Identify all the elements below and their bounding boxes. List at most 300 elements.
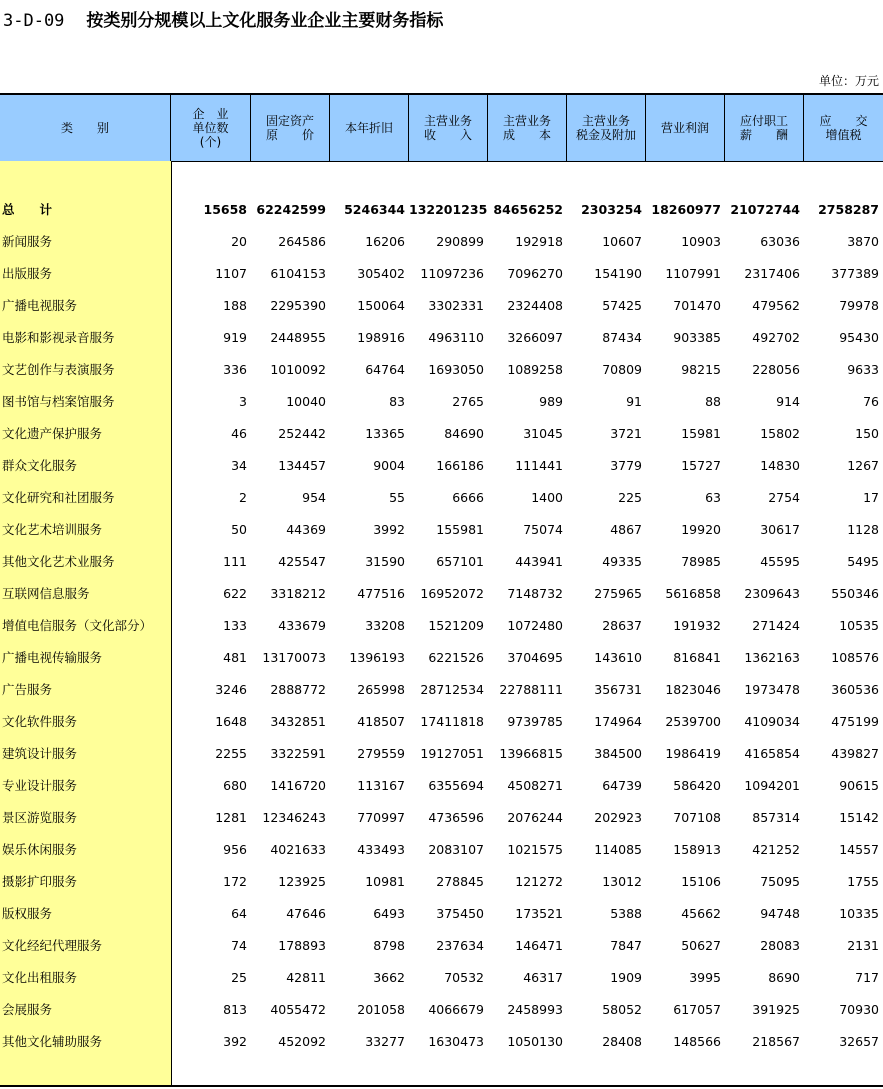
table-cell: 2295390 [270,298,326,313]
table-cell: 62242599 [256,202,326,217]
table-cell: 4165854 [744,746,800,761]
table-cell: 3992 [373,522,405,537]
row-label: 娱乐休闲服务 [2,842,78,857]
table-row [0,553,883,585]
table-cell: 111441 [515,458,563,473]
table-cell: 178893 [278,938,326,953]
table-row [0,873,883,905]
table-cell: 123925 [278,874,326,889]
table-cell: 2458993 [507,1002,563,1017]
table-cell: 384500 [594,746,642,761]
table-row [0,521,883,553]
table-row [0,233,883,265]
column-header-label: 主营业务 成 本 [502,114,551,142]
table-cell: 13012 [602,874,642,889]
table-title: 按类别分规模以上文化服务业企业主要财务指标 [86,11,444,31]
table-cell: 198916 [357,330,405,345]
table-cell: 8690 [768,970,800,985]
table-cell: 64 [231,906,247,921]
table-cell: 492702 [752,330,800,345]
column-header [409,95,488,161]
row-label: 新闻服务 [2,234,53,249]
table-cell: 770997 [357,810,405,825]
table-cell: 31590 [365,554,405,569]
table-cell: 218567 [752,1034,800,1049]
row-label: 其他文化辅助服务 [2,1034,103,1049]
table-cell: 586420 [673,778,721,793]
column-header-label: 企 业 单位数 (个) [192,107,229,149]
table-cell: 4066679 [428,1002,484,1017]
table-cell: 5388 [610,906,642,921]
table-cell: 305402 [357,266,405,281]
table-cell: 1267 [847,458,879,473]
table-cell: 172 [223,874,247,889]
table-cell: 919 [223,330,247,345]
table-cell: 15727 [681,458,721,473]
table-cell: 84690 [444,426,484,441]
table-row [0,329,883,361]
row-label: 专业设计服务 [2,778,78,793]
table-cell: 956 [223,842,247,857]
table-cell: 4021633 [270,842,326,857]
table-cell: 17411818 [420,714,484,729]
table-cell: 28083 [760,938,800,953]
table-row [0,681,883,713]
table-cell: 202923 [594,810,642,825]
table-cell: 290899 [436,234,484,249]
table-cell: 2324408 [507,298,563,313]
table-cell: 1648 [215,714,247,729]
table-cell: 46317 [523,970,563,985]
table-cell: 264586 [278,234,326,249]
table-cell: 481 [223,650,247,665]
table-row [0,841,883,873]
row-label: 电影和影视录音服务 [2,330,115,345]
table-cell: 47646 [286,906,326,921]
row-label: 摄影扩印服务 [2,874,78,889]
table-cell: 6666 [452,490,484,505]
table-cell: 2539700 [665,714,721,729]
table-cell: 2131 [847,938,879,953]
table-cell: 10607 [602,234,642,249]
table-cell: 74 [231,938,247,953]
table-cell: 2303254 [581,202,642,217]
table-cell: 55 [389,490,405,505]
table-cell: 9633 [847,362,879,377]
table-row [0,937,883,969]
table-cell: 3995 [689,970,721,985]
column-header-label: 固定资产 原 价 [265,114,314,142]
table-cell: 2083107 [428,842,484,857]
table-cell: 336 [223,362,247,377]
table-cell: 63 [705,490,721,505]
table-cell: 28637 [602,618,642,633]
table-cell: 28408 [602,1034,642,1049]
column-header-label: 主营业务 税金及附加 [575,114,636,142]
table-cell: 121272 [515,874,563,889]
table-cell: 225 [618,490,642,505]
table-cell: 1281 [215,810,247,825]
table-cell: 1050130 [507,1034,563,1049]
table-row [0,969,883,1001]
column-header-label: 应付职工 薪 酬 [739,114,788,142]
table-cell: 2317406 [744,266,800,281]
row-label: 其他文化艺术业服务 [2,554,115,569]
table-cell: 75074 [523,522,563,537]
table-cell: 64739 [602,778,642,793]
table-cell: 7148732 [507,586,563,601]
table-cell: 9739785 [507,714,563,729]
table-cell: 173521 [515,906,563,921]
column-header-label: 主营业务 收 入 [423,114,472,142]
column-header [804,95,883,161]
table-cell: 98215 [681,362,721,377]
table-cell: 20 [231,234,247,249]
table-cell: 201058 [357,1002,405,1017]
table-cell: 2754 [768,490,800,505]
table-cell: 57425 [602,298,642,313]
table-cell: 278845 [436,874,484,889]
table-cell: 42811 [286,970,326,985]
table-cell: 3779 [610,458,642,473]
table-cell: 425547 [278,554,326,569]
table-cell: 3662 [373,970,405,985]
table-cell: 4867 [610,522,642,537]
table-cell: 150064 [357,298,405,313]
row-label: 文化软件服务 [2,714,78,729]
table-cell: 15802 [760,426,800,441]
table-cell: 680 [223,778,247,793]
table-cell: 237634 [436,938,484,953]
table-cell: 46 [231,426,247,441]
table-cell: 13966815 [499,746,563,761]
table-cell: 95430 [839,330,879,345]
table-cell: 433493 [357,842,405,857]
table-cell: 3302331 [428,298,484,313]
table-cell: 45662 [681,906,721,921]
table-cell: 1823046 [665,682,721,697]
column-header [251,95,330,161]
table-cell: 3432851 [270,714,326,729]
column-header [0,95,171,161]
table-cell: 155981 [436,522,484,537]
table-cell: 228056 [752,362,800,377]
table-cell: 1021575 [507,842,563,857]
table-cell: 1107 [215,266,247,281]
row-label: 总 计 [2,202,53,217]
table-cell: 3870 [847,234,879,249]
table-cell: 10981 [365,874,405,889]
table-cell: 5616858 [665,586,721,601]
table-cell: 45595 [760,554,800,569]
table-cell: 617057 [673,1002,721,1017]
table-cell: 150 [855,426,879,441]
table-row [0,393,883,425]
table-cell: 9004 [373,458,405,473]
table-cell: 22788111 [499,682,563,697]
table-cell: 30617 [760,522,800,537]
table-cell: 252442 [278,426,326,441]
column-header [725,95,804,161]
table-cell: 174964 [594,714,642,729]
row-label: 版权服务 [2,906,53,921]
table-cell: 2076244 [507,810,563,825]
column-header [330,95,409,161]
table-cell: 5246344 [344,202,405,217]
table-cell: 16206 [365,234,405,249]
table-cell: 657101 [436,554,484,569]
table-header [0,95,883,162]
table-cell: 4055472 [270,1002,326,1017]
table-cell: 6355694 [428,778,484,793]
table-cell: 954 [302,490,326,505]
table-cell: 44369 [286,522,326,537]
table-cell: 146471 [515,938,563,953]
table-cell: 134457 [278,458,326,473]
table-cell: 3704695 [507,650,563,665]
table-row [0,777,883,809]
table-cell: 18260977 [651,202,721,217]
row-label: 建筑设计服务 [2,746,78,761]
table-cell: 1693050 [428,362,484,377]
table-cell: 421252 [752,842,800,857]
table-cell: 2 [239,490,247,505]
table-cell: 391925 [752,1002,800,1017]
table-cell: 166186 [436,458,484,473]
table-cell: 88 [705,394,721,409]
table-cell: 32657 [839,1034,879,1049]
table-cell: 63036 [760,234,800,249]
table-body [0,201,883,1065]
table-cell: 191932 [673,618,721,633]
table-cell: 132201235 [409,202,488,217]
table-cell: 75095 [760,874,800,889]
table-row [0,585,883,617]
table-cell: 1400 [531,490,563,505]
table-cell: 275965 [594,586,642,601]
table-cell: 10903 [681,234,721,249]
table-cell: 6221526 [428,650,484,665]
table-cell: 1521209 [428,618,484,633]
row-label: 文化经纪代理服务 [2,938,103,953]
table-cell: 701470 [673,298,721,313]
table-cell: 3 [239,394,247,409]
unit-label: 单位：万元 [818,74,879,88]
table-cell: 1362163 [744,650,800,665]
table-row [0,809,883,841]
table-cell: 1986419 [665,746,721,761]
column-header-label: 应 交 增值税 [819,114,868,142]
column-header [646,95,725,161]
table-cell: 1089258 [507,362,563,377]
table-cell: 58052 [602,1002,642,1017]
row-label: 图书馆与档案馆服务 [2,394,115,409]
table-cell: 443941 [515,554,563,569]
table-cell: 13170073 [262,650,326,665]
row-label: 会展服务 [2,1002,53,1017]
bottom-rule [0,1085,883,1087]
table-cell: 7096270 [507,266,563,281]
table-cell: 4508271 [507,778,563,793]
table-cell: 475199 [831,714,879,729]
table-cell: 1107991 [665,266,721,281]
row-label: 广告服务 [2,682,53,697]
table-row [0,265,883,297]
table-cell: 17 [863,490,879,505]
table-cell: 622 [223,586,247,601]
table-cell: 114085 [594,842,642,857]
table-cell: 3721 [610,426,642,441]
table-cell: 192918 [515,234,563,249]
table-cell: 8798 [373,938,405,953]
column-header [171,95,251,161]
column-header [488,95,567,161]
table-cell: 84656252 [493,202,563,217]
table-cell: 452092 [278,1034,326,1049]
table-cell: 265998 [357,682,405,697]
table-cell: 15106 [681,874,721,889]
table-cell: 108576 [831,650,879,665]
table-cell: 989 [539,394,563,409]
table-cell: 50627 [681,938,721,953]
table-cell: 477516 [357,586,405,601]
table-cell: 90615 [839,778,879,793]
table-cell: 10535 [839,618,879,633]
table-cell: 550346 [831,586,879,601]
table-cell: 158913 [673,842,721,857]
table-cell: 113167 [357,778,405,793]
row-label: 群众文化服务 [2,458,78,473]
table-cell: 5495 [847,554,879,569]
table-row [0,745,883,777]
table-cell: 479562 [752,298,800,313]
table-cell: 377389 [831,266,879,281]
table-cell: 4109034 [744,714,800,729]
table-cell: 3318212 [270,586,326,601]
table-cell: 903385 [673,330,721,345]
table-cell: 1909 [610,970,642,985]
table-cell: 16952072 [420,586,484,601]
table-cell: 28712534 [420,682,484,697]
table-cell: 439827 [831,746,879,761]
table-cell: 33208 [365,618,405,633]
table-cell: 392 [223,1034,247,1049]
table-cell: 1416720 [270,778,326,793]
table-cell: 49335 [602,554,642,569]
table-cell: 2888772 [270,682,326,697]
table-cell: 3246 [215,682,247,697]
table-cell: 1396193 [349,650,405,665]
row-label: 增值电信服务（文化部分） [2,618,153,633]
table-cell: 1973478 [744,682,800,697]
row-label: 互联网信息服务 [2,586,90,601]
table-cell: 418507 [357,714,405,729]
table-cell: 12346243 [262,810,326,825]
table-cell: 356731 [594,682,642,697]
table-row [0,1001,883,1033]
table-cell: 188 [223,298,247,313]
column-header [567,95,646,161]
table-cell: 10335 [839,906,879,921]
table-cell: 816841 [673,650,721,665]
row-label: 广播电视传输服务 [2,650,103,665]
table-cell: 91 [626,394,642,409]
table-cell: 13365 [365,426,405,441]
column-header-label: 类 别 [60,121,109,135]
table-cell: 6493 [373,906,405,921]
table-row [0,649,883,681]
table-id: 3-D-09 [3,11,65,31]
table-cell: 76 [863,394,879,409]
table-cell: 2448955 [270,330,326,345]
table-cell: 4963110 [428,330,484,345]
table-row [0,1033,883,1065]
table-cell: 2255 [215,746,247,761]
row-label: 文化出租服务 [2,970,78,985]
table-cell: 111 [223,554,247,569]
table-cell: 6104153 [270,266,326,281]
row-label: 文化遗产保护服务 [2,426,103,441]
row-label: 景区游览服务 [2,810,78,825]
table-cell: 19920 [681,522,721,537]
table-cell: 813 [223,1002,247,1017]
table-row [0,905,883,937]
table-row [0,425,883,457]
table-cell: 70809 [602,362,642,377]
table-cell: 15142 [839,810,879,825]
table-cell: 31045 [523,426,563,441]
table-row [0,713,883,745]
table-cell: 1072480 [507,618,563,633]
row-label: 文化艺术培训服务 [2,522,103,537]
table-cell: 50 [231,522,247,537]
row-label: 出版服务 [2,266,53,281]
table-cell: 70930 [839,1002,879,1017]
table-cell: 11097236 [420,266,484,281]
table-cell: 4736596 [428,810,484,825]
table-cell: 148566 [673,1034,721,1049]
table-row-total [0,201,883,233]
table-row [0,361,883,393]
table-cell: 87434 [602,330,642,345]
table-cell: 1010092 [270,362,326,377]
table-cell: 1094201 [744,778,800,793]
table-cell: 2758287 [818,202,879,217]
table-cell: 3266097 [507,330,563,345]
table-row [0,457,883,489]
table-row [0,489,883,521]
row-label: 文化研究和社团服务 [2,490,115,505]
column-header-label: 本年折旧 [344,121,393,135]
table-cell: 1755 [847,874,879,889]
table-cell: 14830 [760,458,800,473]
table-cell: 360536 [831,682,879,697]
table-cell: 154190 [594,266,642,281]
table-cell: 15658 [203,202,247,217]
table-cell: 64764 [365,362,405,377]
table-cell: 10040 [286,394,326,409]
table-cell: 375450 [436,906,484,921]
table-row [0,617,883,649]
table-cell: 279559 [357,746,405,761]
table-cell: 78985 [681,554,721,569]
table-cell: 7847 [610,938,642,953]
column-header-label: 营业利润 [660,121,709,135]
table-cell: 21072744 [730,202,800,217]
table-cell: 433679 [278,618,326,633]
table-cell: 1128 [847,522,879,537]
table-cell: 33277 [365,1034,405,1049]
